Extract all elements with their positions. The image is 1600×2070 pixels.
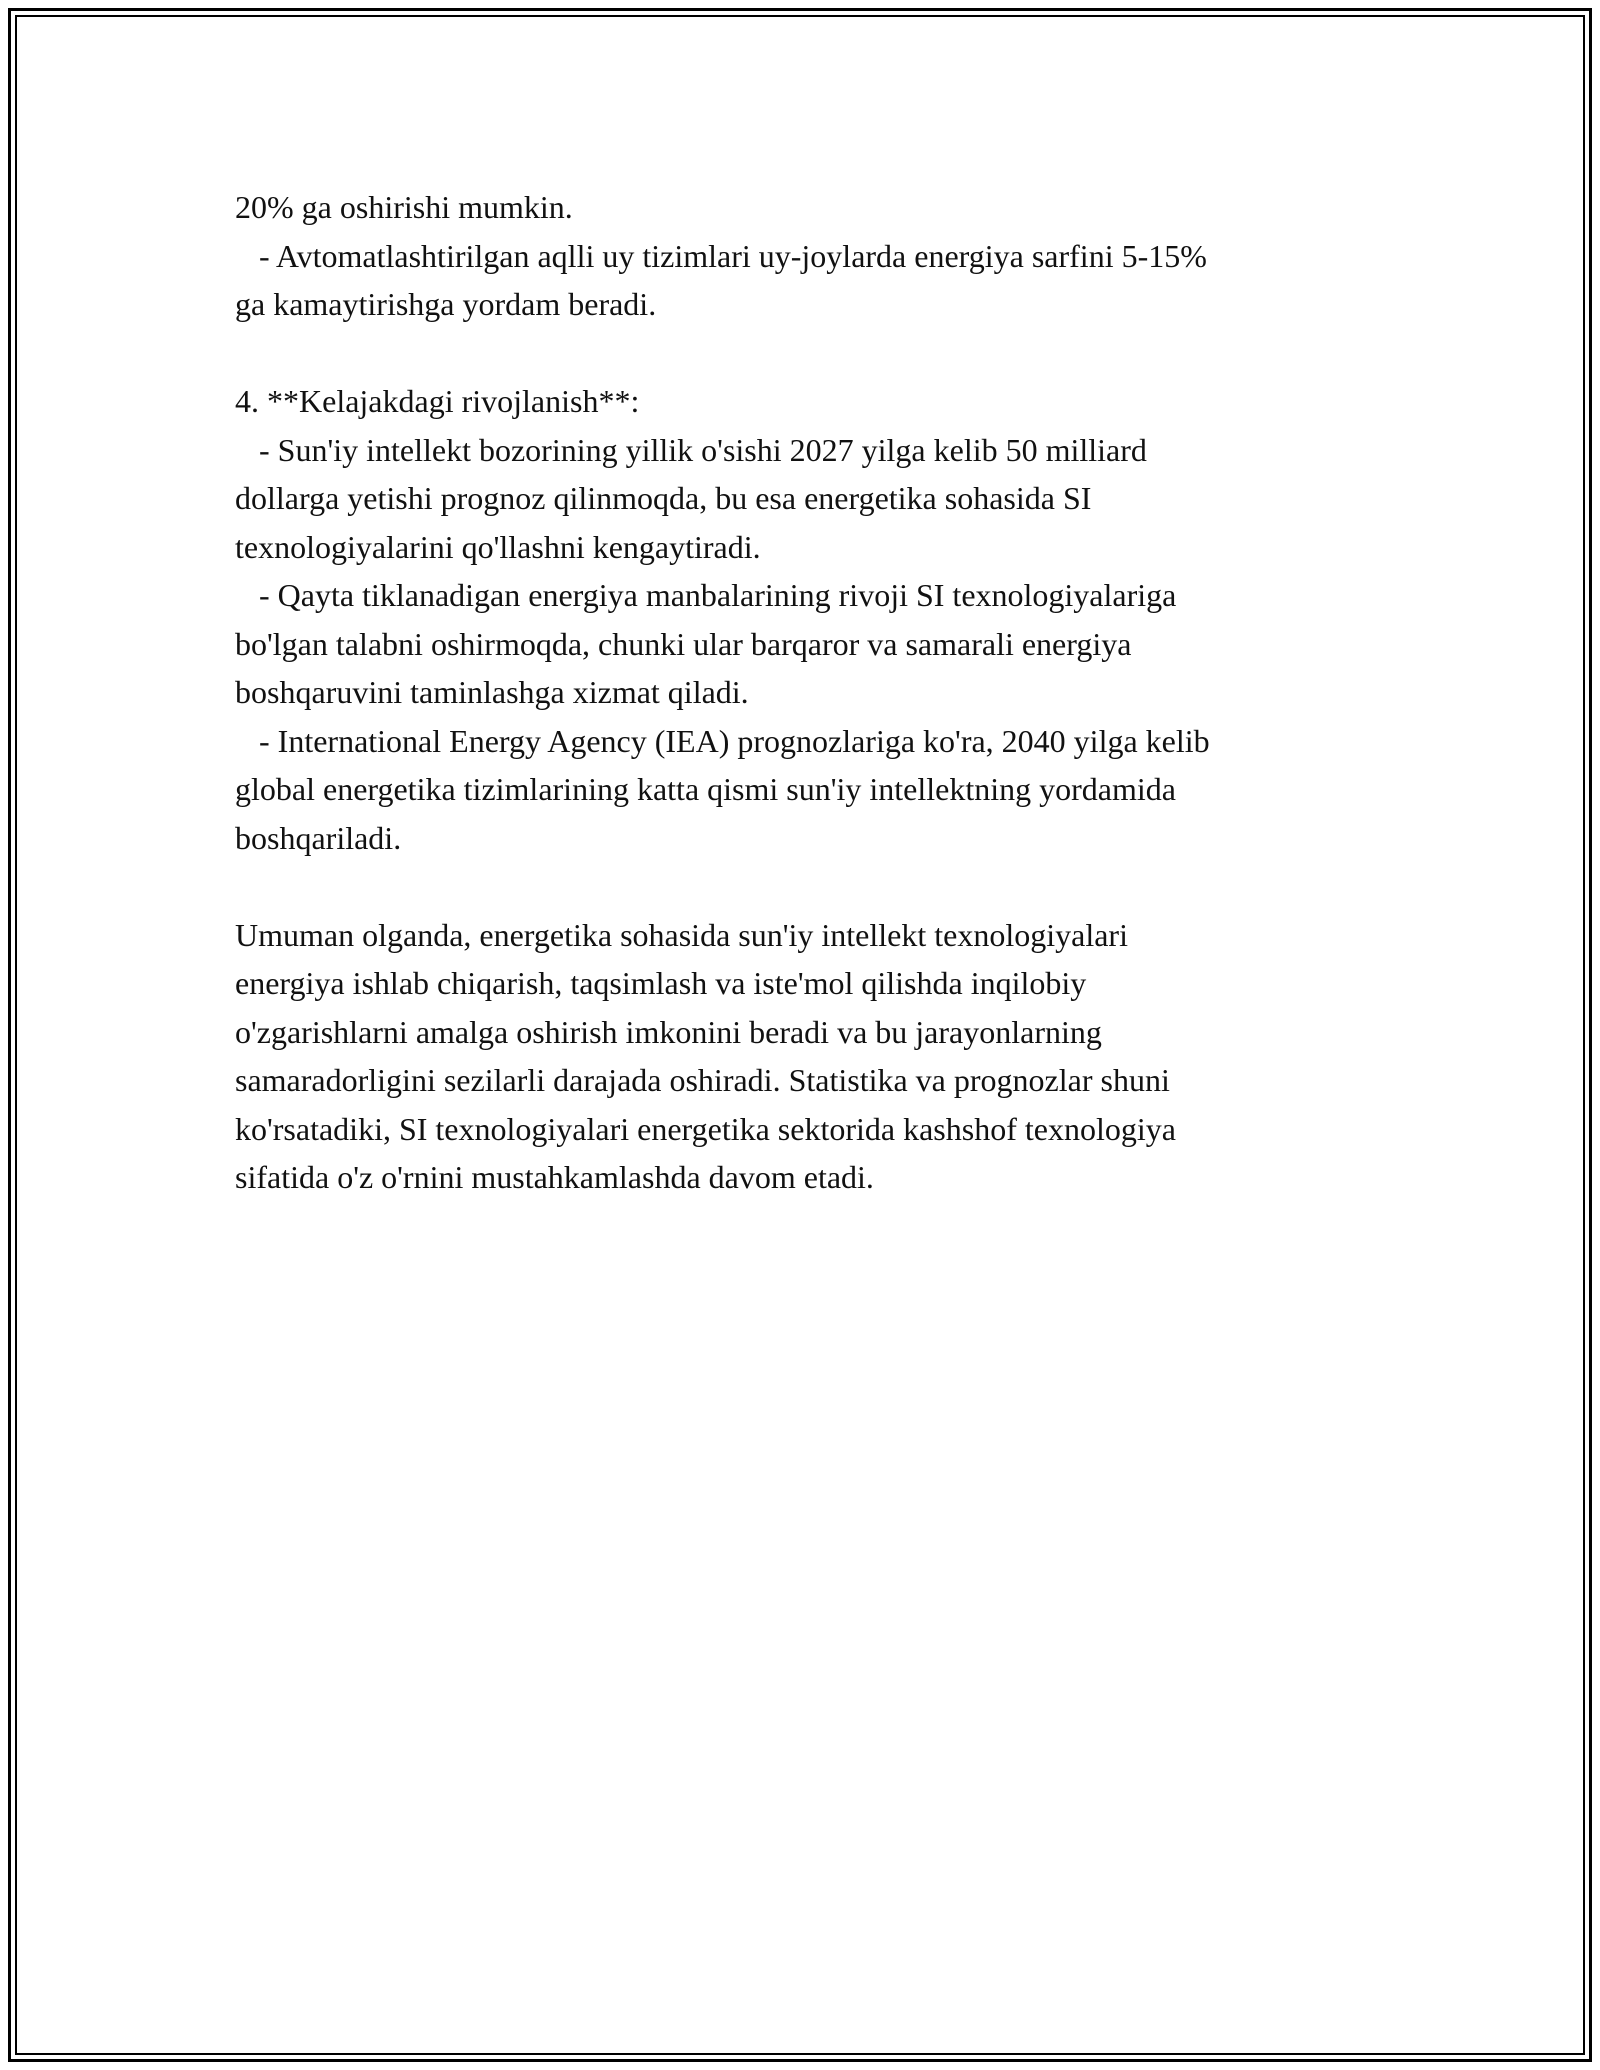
text-line: boshqaruvini taminlashga xizmat qiladi. bbox=[235, 674, 749, 710]
conclusion-line: energiya ishlab chiqarish, taqsimlash va iste'mol qilishda inqilobiy bbox=[235, 965, 1087, 1001]
conclusion-line: samaradorligini sezilarli darajada oshiradi. Statistika va prognozlar shuni bbox=[235, 1062, 1170, 1098]
text-line: bo'lgan talabni oshirmoqda, chunki ular barqaror va samarali energiya bbox=[235, 625, 1132, 662]
conclusion-line: ko'rsatadiki, SI texnologiyalari energetika sektorida kashshof texnologiya bbox=[235, 1110, 1176, 1147]
section-heading: 4. **Kelajakdagi rivojlanish**: bbox=[235, 383, 640, 419]
text-line: texnologiyalarini qo'llashni kengaytiradi. bbox=[235, 528, 761, 565]
paragraph-gap bbox=[235, 862, 1375, 911]
text-line: global energetika tizimlarining katta qismi sun'iy intellektning yordamida bbox=[235, 771, 1176, 807]
conclusion-line: sifatida o'z o'rnini mustahkamlashda davom etadi. bbox=[235, 1159, 874, 1195]
paragraph-gap bbox=[235, 329, 1375, 378]
text-line: boshqariladi. bbox=[235, 819, 402, 856]
bullet-line: - Avtomatlashtirilgan aqlli uy tizimlari uy-joylarda energiya sarfini 5-15% bbox=[235, 237, 1207, 274]
text-line: ga kamaytirishga yordam beradi. bbox=[235, 286, 657, 322]
text-line: 20% ga oshirishi mumkin. bbox=[235, 189, 573, 225]
bullet-line: - Sun'iy intellekt bozorining yillik o'sishi 2027 yilga kelib 50 milliard bbox=[235, 431, 1147, 468]
conclusion-line: o'zgarishlarni amalga oshirish imkonini beradi va bu jarayonlarning bbox=[235, 1013, 1102, 1050]
bullet-line: - International Energy Agency (IEA) prognozlariga ko'ra, 2040 yilga kelib bbox=[235, 722, 1210, 759]
bullet-line: - Qayta tiklanadigan energiya manbalarining rivoji SI texnologiyalariga bbox=[235, 577, 1177, 613]
text-line: dollarga yetishi prognoz qilinmoqda, bu esa energetika sohasida SI bbox=[235, 480, 1092, 516]
document-body bbox=[235, 183, 1375, 1202]
conclusion-line: Umuman olganda, energetika sohasida sun'iy intellekt texnologiyalari bbox=[235, 916, 1128, 953]
